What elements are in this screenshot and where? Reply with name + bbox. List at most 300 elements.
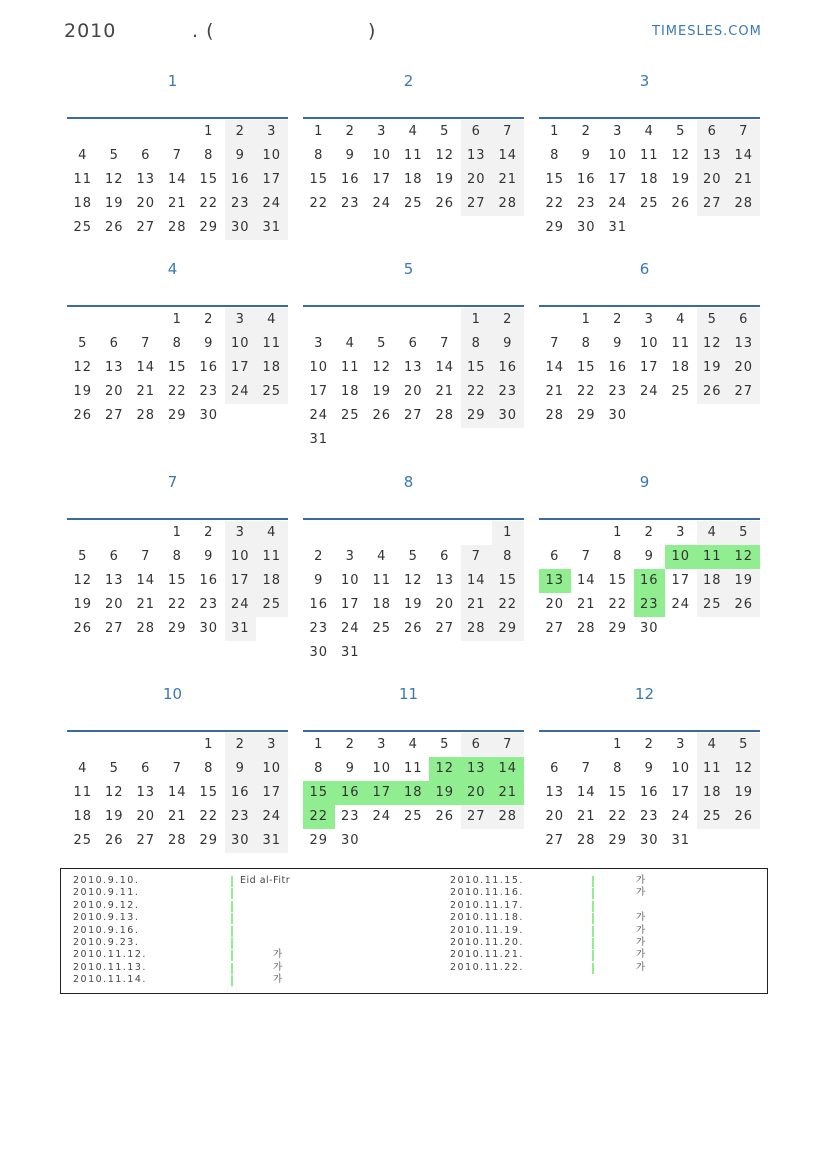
day-cell[interactable]: 26 bbox=[73, 621, 93, 636]
day-cell[interactable]: 7 bbox=[728, 120, 760, 144]
day-cell[interactable]: 1 bbox=[172, 525, 182, 540]
day-cell[interactable]: 22 bbox=[303, 805, 335, 829]
day-cell[interactable]: 7 bbox=[550, 336, 560, 351]
day-cell[interactable]: 17 bbox=[639, 360, 659, 375]
day-cell[interactable]: 9 bbox=[613, 336, 623, 351]
day-cell[interactable]: 4 bbox=[78, 761, 88, 776]
day-cell[interactable]: 7 bbox=[581, 549, 591, 564]
day-cell[interactable]: 20 bbox=[136, 809, 156, 824]
day-cell[interactable]: 25 bbox=[73, 220, 93, 235]
day-cell[interactable]: 24 bbox=[225, 380, 257, 404]
day-cell[interactable]: 27 bbox=[545, 833, 565, 848]
day-cell[interactable]: 21 bbox=[461, 593, 493, 617]
day-cell[interactable]: 21 bbox=[435, 384, 455, 399]
day-cell[interactable]: 9 bbox=[225, 144, 257, 168]
day-cell[interactable]: 5 bbox=[697, 308, 729, 332]
day-cell[interactable]: 9 bbox=[314, 573, 324, 588]
day-cell[interactable]: 8 bbox=[204, 148, 214, 163]
day-cell[interactable]: 16 bbox=[335, 781, 367, 805]
day-cell[interactable]: 3 bbox=[644, 312, 654, 327]
day-cell[interactable]: 28 bbox=[545, 408, 565, 423]
day-cell[interactable]: 16 bbox=[608, 360, 628, 375]
day-cell[interactable]: 4 bbox=[408, 124, 418, 139]
day-cell[interactable]: 20 bbox=[461, 781, 493, 805]
day-cell[interactable]: 16 bbox=[340, 172, 360, 187]
day-cell[interactable]: 5 bbox=[109, 761, 119, 776]
day-cell[interactable]: 21 bbox=[167, 809, 187, 824]
day-cell[interactable]: 17 bbox=[372, 172, 392, 187]
day-cell[interactable]: 2 bbox=[314, 549, 324, 564]
day-cell[interactable]: 25 bbox=[639, 196, 659, 211]
day-cell[interactable]: 20 bbox=[545, 809, 565, 824]
day-cell[interactable]: 26 bbox=[435, 809, 455, 824]
day-cell[interactable]: 21 bbox=[136, 597, 156, 612]
day-cell[interactable]: 8 bbox=[492, 545, 524, 569]
day-cell[interactable]: 4 bbox=[697, 733, 729, 757]
day-cell[interactable]: 21 bbox=[545, 384, 565, 399]
day-cell[interactable]: 21 bbox=[576, 597, 596, 612]
day-cell[interactable]: 9 bbox=[204, 549, 214, 564]
day-cell[interactable]: 27 bbox=[461, 805, 493, 829]
day-cell[interactable]: 3 bbox=[377, 124, 387, 139]
day-cell[interactable]: 13 bbox=[728, 332, 760, 356]
day-cell[interactable]: 11 bbox=[403, 148, 423, 163]
day-cell[interactable]: 17 bbox=[256, 168, 288, 192]
day-cell[interactable]: 7 bbox=[141, 549, 151, 564]
day-cell[interactable]: 18 bbox=[697, 569, 729, 593]
day-cell[interactable]: 12 bbox=[429, 757, 461, 781]
day-cell[interactable]: 13 bbox=[136, 172, 156, 187]
day-cell[interactable]: 18 bbox=[697, 781, 729, 805]
day-cell[interactable]: 14 bbox=[461, 569, 493, 593]
day-cell[interactable]: 5 bbox=[676, 124, 686, 139]
day-cell[interactable]: 16 bbox=[639, 785, 659, 800]
day-cell[interactable]: 14 bbox=[435, 360, 455, 375]
day-cell[interactable]: 13 bbox=[104, 573, 124, 588]
day-cell[interactable]: 24 bbox=[309, 408, 329, 423]
day-cell[interactable]: 26 bbox=[435, 196, 455, 211]
day-cell[interactable]: 22 bbox=[545, 196, 565, 211]
day-cell[interactable]: 8 bbox=[172, 549, 182, 564]
day-cell[interactable]: 8 bbox=[314, 761, 324, 776]
day-cell[interactable]: 16 bbox=[225, 168, 257, 192]
day-cell[interactable]: 1 bbox=[613, 525, 623, 540]
day-cell[interactable]: 8 bbox=[461, 332, 493, 356]
day-cell[interactable]: 5 bbox=[377, 336, 387, 351]
day-cell[interactable]: 22 bbox=[608, 597, 628, 612]
day-cell[interactable]: 27 bbox=[136, 220, 156, 235]
day-cell[interactable]: 19 bbox=[728, 569, 760, 593]
day-cell[interactable]: 16 bbox=[492, 356, 524, 380]
day-cell[interactable]: 4 bbox=[697, 521, 729, 545]
day-cell[interactable]: 8 bbox=[314, 148, 324, 163]
day-cell[interactable]: 12 bbox=[728, 545, 760, 569]
day-cell[interactable]: 13 bbox=[435, 573, 455, 588]
day-cell[interactable]: 18 bbox=[372, 597, 392, 612]
day-cell[interactable]: 12 bbox=[73, 360, 93, 375]
day-cell[interactable]: 28 bbox=[136, 621, 156, 636]
day-cell[interactable]: 21 bbox=[136, 384, 156, 399]
day-cell[interactable]: 20 bbox=[403, 384, 423, 399]
day-cell[interactable]: 15 bbox=[199, 785, 219, 800]
day-cell[interactable]: 27 bbox=[435, 621, 455, 636]
day-cell[interactable]: 6 bbox=[141, 761, 151, 776]
day-cell[interactable]: 12 bbox=[73, 573, 93, 588]
day-cell[interactable]: 23 bbox=[340, 809, 360, 824]
day-cell[interactable]: 4 bbox=[256, 521, 288, 545]
day-cell[interactable]: 11 bbox=[697, 757, 729, 781]
day-cell[interactable]: 10 bbox=[608, 148, 628, 163]
day-cell[interactable]: 26 bbox=[73, 408, 93, 423]
day-cell[interactable]: 29 bbox=[199, 220, 219, 235]
day-cell[interactable]: 25 bbox=[403, 809, 423, 824]
day-cell[interactable]: 18 bbox=[256, 569, 288, 593]
day-cell[interactable]: 6 bbox=[550, 549, 560, 564]
day-cell[interactable]: 6 bbox=[109, 549, 119, 564]
day-cell[interactable]: 21 bbox=[492, 781, 524, 805]
day-cell[interactable]: 27 bbox=[697, 192, 729, 216]
day-cell[interactable]: 14 bbox=[167, 785, 187, 800]
day-cell[interactable]: 16 bbox=[576, 172, 596, 187]
day-cell[interactable]: 29 bbox=[492, 617, 524, 641]
day-cell[interactable]: 30 bbox=[199, 621, 219, 636]
day-cell[interactable]: 14 bbox=[492, 144, 524, 168]
day-cell[interactable]: 3 bbox=[256, 120, 288, 144]
day-cell[interactable]: 15 bbox=[167, 360, 187, 375]
day-cell[interactable]: 9 bbox=[345, 148, 355, 163]
day-cell[interactable]: 1 bbox=[550, 124, 560, 139]
day-cell[interactable]: 29 bbox=[167, 621, 187, 636]
day-cell[interactable]: 28 bbox=[461, 617, 493, 641]
day-cell[interactable]: 8 bbox=[613, 549, 623, 564]
day-cell[interactable]: 30 bbox=[608, 408, 628, 423]
day-cell[interactable]: 24 bbox=[608, 196, 628, 211]
day-cell[interactable]: 5 bbox=[440, 124, 450, 139]
day-cell[interactable]: 25 bbox=[372, 621, 392, 636]
day-cell[interactable]: 6 bbox=[728, 308, 760, 332]
day-cell[interactable]: 28 bbox=[136, 408, 156, 423]
day-cell[interactable]: 24 bbox=[256, 192, 288, 216]
day-cell[interactable]: 8 bbox=[550, 148, 560, 163]
day-cell[interactable]: 22 bbox=[461, 380, 493, 404]
day-cell[interactable]: 13 bbox=[403, 360, 423, 375]
day-cell[interactable]: 3 bbox=[256, 733, 288, 757]
day-cell[interactable]: 12 bbox=[671, 148, 691, 163]
day-cell[interactable]: 2 bbox=[225, 733, 257, 757]
day-cell[interactable]: 29 bbox=[309, 833, 329, 848]
day-cell[interactable]: 19 bbox=[104, 196, 124, 211]
day-cell[interactable]: 11 bbox=[340, 360, 360, 375]
day-cell[interactable]: 2 bbox=[204, 525, 214, 540]
day-cell[interactable]: 7 bbox=[141, 336, 151, 351]
day-cell[interactable]: 7 bbox=[461, 545, 493, 569]
day-cell[interactable]: 28 bbox=[492, 192, 524, 216]
day-cell[interactable]: 25 bbox=[73, 833, 93, 848]
day-cell[interactable]: 2 bbox=[345, 124, 355, 139]
day-cell[interactable]: 23 bbox=[199, 597, 219, 612]
day-cell[interactable]: 3 bbox=[613, 124, 623, 139]
day-cell[interactable]: 9 bbox=[581, 148, 591, 163]
day-cell[interactable]: 27 bbox=[136, 833, 156, 848]
day-cell[interactable]: 30 bbox=[340, 833, 360, 848]
day-cell[interactable]: 4 bbox=[644, 124, 654, 139]
day-cell[interactable]: 25 bbox=[256, 380, 288, 404]
day-cell[interactable]: 13 bbox=[697, 144, 729, 168]
day-cell[interactable]: 26 bbox=[104, 220, 124, 235]
day-cell[interactable]: 3 bbox=[225, 521, 257, 545]
day-cell[interactable]: 2 bbox=[204, 312, 214, 327]
day-cell[interactable]: 22 bbox=[167, 384, 187, 399]
site-logo[interactable]: TIMESLES.COM bbox=[652, 24, 762, 39]
day-cell[interactable]: 6 bbox=[408, 336, 418, 351]
day-cell[interactable]: 6 bbox=[550, 761, 560, 776]
day-cell[interactable]: 2 bbox=[345, 737, 355, 752]
day-cell[interactable]: 25 bbox=[340, 408, 360, 423]
day-cell[interactable]: 13 bbox=[539, 569, 571, 593]
day-cell[interactable]: 29 bbox=[545, 220, 565, 235]
day-cell[interactable]: 5 bbox=[408, 549, 418, 564]
day-cell[interactable]: 10 bbox=[340, 573, 360, 588]
day-cell[interactable]: 10 bbox=[372, 761, 392, 776]
day-cell[interactable]: 11 bbox=[403, 761, 423, 776]
day-cell[interactable]: 16 bbox=[199, 360, 219, 375]
day-cell[interactable]: 9 bbox=[345, 761, 355, 776]
day-cell[interactable]: 14 bbox=[728, 144, 760, 168]
day-cell[interactable]: 6 bbox=[109, 336, 119, 351]
day-cell[interactable]: 19 bbox=[372, 384, 392, 399]
day-cell[interactable]: 2 bbox=[225, 120, 257, 144]
day-cell[interactable]: 9 bbox=[644, 761, 654, 776]
day-cell[interactable]: 23 bbox=[225, 805, 257, 829]
day-cell[interactable]: 4 bbox=[408, 737, 418, 752]
day-cell[interactable]: 3 bbox=[314, 336, 324, 351]
day-cell[interactable]: 17 bbox=[225, 356, 257, 380]
day-cell[interactable]: 3 bbox=[345, 549, 355, 564]
day-cell[interactable]: 20 bbox=[104, 597, 124, 612]
day-cell[interactable]: 11 bbox=[671, 336, 691, 351]
day-cell[interactable]: 9 bbox=[204, 336, 214, 351]
day-cell[interactable]: 23 bbox=[492, 380, 524, 404]
day-cell[interactable]: 8 bbox=[204, 761, 214, 776]
day-cell[interactable]: 29 bbox=[608, 833, 628, 848]
day-cell[interactable]: 14 bbox=[136, 573, 156, 588]
day-cell[interactable]: 28 bbox=[167, 833, 187, 848]
day-cell[interactable]: 16 bbox=[309, 597, 329, 612]
day-cell[interactable]: 24 bbox=[372, 809, 392, 824]
day-cell[interactable]: 12 bbox=[435, 148, 455, 163]
day-cell[interactable]: 18 bbox=[639, 172, 659, 187]
day-cell[interactable]: 5 bbox=[440, 737, 450, 752]
day-cell[interactable]: 1 bbox=[204, 737, 214, 752]
day-cell[interactable]: 18 bbox=[256, 356, 288, 380]
day-cell[interactable]: 6 bbox=[461, 733, 493, 757]
day-cell[interactable]: 28 bbox=[728, 192, 760, 216]
day-cell[interactable]: 15 bbox=[309, 172, 329, 187]
day-cell[interactable]: 10 bbox=[309, 360, 329, 375]
day-cell[interactable]: 20 bbox=[136, 196, 156, 211]
day-cell[interactable]: 31 bbox=[256, 216, 288, 240]
day-cell[interactable]: 28 bbox=[576, 621, 596, 636]
day-cell[interactable]: 6 bbox=[461, 120, 493, 144]
day-cell[interactable]: 27 bbox=[104, 621, 124, 636]
day-cell[interactable]: 25 bbox=[403, 196, 423, 211]
day-cell[interactable]: 17 bbox=[671, 573, 691, 588]
day-cell[interactable]: 23 bbox=[634, 593, 666, 617]
day-cell[interactable]: 20 bbox=[697, 168, 729, 192]
day-cell[interactable]: 5 bbox=[728, 733, 760, 757]
day-cell[interactable]: 12 bbox=[403, 573, 423, 588]
day-cell[interactable]: 24 bbox=[256, 805, 288, 829]
day-cell[interactable]: 22 bbox=[309, 196, 329, 211]
day-cell[interactable]: 21 bbox=[728, 168, 760, 192]
day-cell[interactable]: 30 bbox=[199, 408, 219, 423]
day-cell[interactable]: 11 bbox=[372, 573, 392, 588]
day-cell[interactable]: 17 bbox=[366, 781, 398, 805]
day-cell[interactable]: 16 bbox=[199, 573, 219, 588]
day-cell[interactable]: 10 bbox=[665, 545, 697, 569]
day-cell[interactable]: 10 bbox=[372, 148, 392, 163]
day-cell[interactable]: 22 bbox=[199, 196, 219, 211]
day-cell[interactable]: 4 bbox=[256, 308, 288, 332]
day-cell[interactable]: 1 bbox=[172, 312, 182, 327]
day-cell[interactable]: 14 bbox=[545, 360, 565, 375]
day-cell[interactable]: 12 bbox=[728, 757, 760, 781]
day-cell[interactable]: 15 bbox=[492, 569, 524, 593]
day-cell[interactable]: 18 bbox=[340, 384, 360, 399]
day-cell[interactable]: 30 bbox=[639, 833, 659, 848]
day-cell[interactable]: 10 bbox=[225, 332, 257, 356]
day-cell[interactable]: 22 bbox=[492, 593, 524, 617]
day-cell[interactable]: 23 bbox=[340, 196, 360, 211]
day-cell[interactable]: 5 bbox=[78, 336, 88, 351]
day-cell[interactable]: 21 bbox=[492, 168, 524, 192]
day-cell[interactable]: 22 bbox=[167, 597, 187, 612]
day-cell[interactable]: 25 bbox=[256, 593, 288, 617]
day-cell[interactable]: 22 bbox=[199, 809, 219, 824]
day-cell[interactable]: 12 bbox=[697, 332, 729, 356]
day-cell[interactable]: 12 bbox=[104, 785, 124, 800]
day-cell[interactable]: 9 bbox=[492, 332, 524, 356]
day-cell[interactable]: 7 bbox=[492, 733, 524, 757]
day-cell[interactable]: 20 bbox=[728, 356, 760, 380]
day-cell[interactable]: 12 bbox=[104, 172, 124, 187]
day-cell[interactable]: 26 bbox=[728, 805, 760, 829]
day-cell[interactable]: 1 bbox=[492, 521, 524, 545]
day-cell[interactable]: 3 bbox=[225, 308, 257, 332]
day-cell[interactable]: 1 bbox=[314, 737, 324, 752]
day-cell[interactable]: 31 bbox=[340, 645, 360, 660]
day-cell[interactable]: 23 bbox=[199, 384, 219, 399]
day-cell[interactable]: 13 bbox=[461, 144, 493, 168]
day-cell[interactable]: 30 bbox=[639, 621, 659, 636]
day-cell[interactable]: 1 bbox=[581, 312, 591, 327]
day-cell[interactable]: 7 bbox=[440, 336, 450, 351]
day-cell[interactable]: 1 bbox=[613, 737, 623, 752]
day-cell[interactable]: 4 bbox=[78, 148, 88, 163]
day-cell[interactable]: 4 bbox=[345, 336, 355, 351]
day-cell[interactable]: 25 bbox=[671, 384, 691, 399]
day-cell[interactable]: 14 bbox=[576, 573, 596, 588]
day-cell[interactable]: 27 bbox=[545, 621, 565, 636]
day-cell[interactable]: 17 bbox=[340, 597, 360, 612]
day-cell[interactable]: 22 bbox=[576, 384, 596, 399]
day-cell[interactable]: 20 bbox=[104, 384, 124, 399]
day-cell[interactable]: 12 bbox=[372, 360, 392, 375]
day-cell[interactable]: 23 bbox=[576, 196, 596, 211]
day-cell[interactable]: 18 bbox=[73, 809, 93, 824]
day-cell[interactable]: 17 bbox=[256, 781, 288, 805]
day-cell[interactable]: 11 bbox=[639, 148, 659, 163]
day-cell[interactable]: 10 bbox=[639, 336, 659, 351]
day-cell[interactable]: 14 bbox=[136, 360, 156, 375]
day-cell[interactable]: 29 bbox=[461, 404, 493, 428]
day-cell[interactable]: 17 bbox=[608, 172, 628, 187]
day-cell[interactable]: 27 bbox=[461, 192, 493, 216]
day-cell[interactable]: 10 bbox=[256, 757, 288, 781]
day-cell[interactable]: 13 bbox=[136, 785, 156, 800]
day-cell[interactable]: 21 bbox=[167, 196, 187, 211]
day-cell[interactable]: 24 bbox=[671, 597, 691, 612]
day-cell[interactable]: 27 bbox=[403, 408, 423, 423]
day-cell[interactable]: 28 bbox=[167, 220, 187, 235]
day-cell[interactable]: 19 bbox=[728, 781, 760, 805]
day-cell[interactable]: 19 bbox=[73, 597, 93, 612]
day-cell[interactable]: 18 bbox=[671, 360, 691, 375]
day-cell[interactable]: 14 bbox=[576, 785, 596, 800]
day-cell[interactable]: 13 bbox=[104, 360, 124, 375]
day-cell[interactable]: 19 bbox=[435, 172, 455, 187]
day-cell[interactable]: 11 bbox=[697, 545, 729, 569]
day-cell[interactable]: 28 bbox=[492, 805, 524, 829]
day-cell[interactable]: 7 bbox=[581, 761, 591, 776]
day-cell[interactable]: 11 bbox=[73, 172, 93, 187]
day-cell[interactable]: 18 bbox=[73, 196, 93, 211]
day-cell[interactable]: 26 bbox=[372, 408, 392, 423]
day-cell[interactable]: 2 bbox=[644, 525, 654, 540]
day-cell[interactable]: 26 bbox=[728, 593, 760, 617]
day-cell[interactable]: 5 bbox=[109, 148, 119, 163]
day-cell[interactable]: 19 bbox=[73, 384, 93, 399]
day-cell[interactable]: 11 bbox=[73, 785, 93, 800]
day-cell[interactable]: 19 bbox=[403, 597, 423, 612]
day-cell[interactable]: 14 bbox=[167, 172, 187, 187]
day-cell[interactable]: 17 bbox=[671, 785, 691, 800]
day-cell[interactable]: 4 bbox=[676, 312, 686, 327]
day-cell[interactable]: 15 bbox=[199, 172, 219, 187]
day-cell[interactable]: 25 bbox=[697, 593, 729, 617]
day-cell[interactable]: 15 bbox=[576, 360, 596, 375]
day-cell[interactable]: 4 bbox=[377, 549, 387, 564]
day-cell[interactable]: 7 bbox=[172, 148, 182, 163]
day-cell[interactable]: 19 bbox=[429, 781, 461, 805]
day-cell[interactable]: 16 bbox=[634, 569, 666, 593]
day-cell[interactable]: 26 bbox=[671, 196, 691, 211]
day-cell[interactable]: 31 bbox=[309, 432, 329, 447]
day-cell[interactable]: 8 bbox=[172, 336, 182, 351]
day-cell[interactable]: 8 bbox=[613, 761, 623, 776]
day-cell[interactable]: 24 bbox=[671, 809, 691, 824]
day-cell[interactable]: 2 bbox=[581, 124, 591, 139]
day-cell[interactable]: 23 bbox=[639, 809, 659, 824]
day-cell[interactable]: 15 bbox=[167, 573, 187, 588]
day-cell[interactable]: 11 bbox=[256, 545, 288, 569]
day-cell[interactable]: 28 bbox=[576, 833, 596, 848]
day-cell[interactable]: 29 bbox=[576, 408, 596, 423]
day-cell[interactable]: 30 bbox=[576, 220, 596, 235]
day-cell[interactable]: 26 bbox=[403, 621, 423, 636]
day-cell[interactable]: 19 bbox=[104, 809, 124, 824]
day-cell[interactable]: 23 bbox=[608, 384, 628, 399]
